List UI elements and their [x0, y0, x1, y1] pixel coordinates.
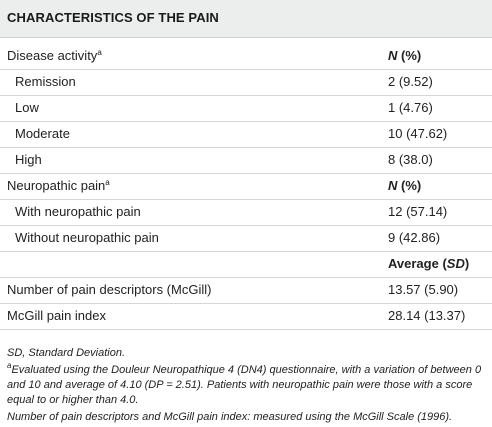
row-value: 1 (4.76) — [388, 100, 433, 115]
row-label: Moderate — [15, 126, 70, 141]
table-title: CHARACTERISTICS OF THE PAIN — [7, 10, 219, 25]
row-value: 9 (42.86) — [388, 230, 441, 245]
footnote-sd: SD, Standard Deviation. — [7, 347, 126, 359]
row-label: Neuropathic pain$^a$ — [7, 178, 110, 193]
footnote-marker: a — [7, 361, 12, 370]
row-label: Disease activity$^a$ — [7, 48, 102, 63]
footnote-marker: a — [105, 178, 110, 187]
row-value: 2 (9.52) — [388, 74, 433, 89]
row-value: 8 (38.0) — [388, 152, 433, 167]
table-row — [0, 225, 492, 252]
column-header-average-sd: Average (SD) — [388, 256, 470, 271]
table-row — [0, 277, 492, 304]
row-label: Without neuropathic pain — [15, 230, 159, 245]
table-footnotes — [7, 346, 485, 427]
table-row — [0, 121, 492, 148]
footnote-mcgill: Number of pain descriptors and McGill pain index: measured using the McGill Scale (1996). — [7, 411, 453, 423]
row-value: 12 (57.14) — [388, 204, 448, 219]
row-label: Low — [15, 100, 39, 115]
table-row — [0, 303, 492, 330]
table-row-neuropathic-pain — [0, 173, 492, 200]
table-row — [0, 147, 492, 174]
table-title-band — [0, 0, 492, 38]
row-value: 10 (47.62) — [388, 126, 448, 141]
footnote-a: $^a$Evaluated using the Douleur Neuropathique 4 (DN4) questionnaire, with a variation of between 0 and 10 and average of 4.10 (DP = 2.51). Patients with neuropathic pain were those with a score equal to or higher than 4.0. — [7, 361, 482, 406]
row-label: High — [15, 152, 42, 167]
table-row — [0, 199, 492, 226]
table-row — [0, 95, 492, 122]
footnote-marker: a — [97, 48, 102, 57]
column-header-n-percent: N (%) — [388, 178, 422, 193]
table-row-disease-activity — [0, 43, 492, 70]
row-label: Remission — [15, 74, 76, 89]
row-value: 13.57 (5.90) — [388, 282, 459, 297]
table-row — [0, 69, 492, 96]
row-label: With neuropathic pain — [15, 204, 141, 219]
row-value: 28.14 (13.37) — [388, 308, 466, 323]
table-row-average-header — [0, 251, 492, 278]
row-label: McGill pain index — [7, 308, 106, 323]
row-label: Number of pain descriptors (McGill) — [7, 282, 212, 297]
column-header-n-percent: N (%) — [388, 48, 422, 63]
